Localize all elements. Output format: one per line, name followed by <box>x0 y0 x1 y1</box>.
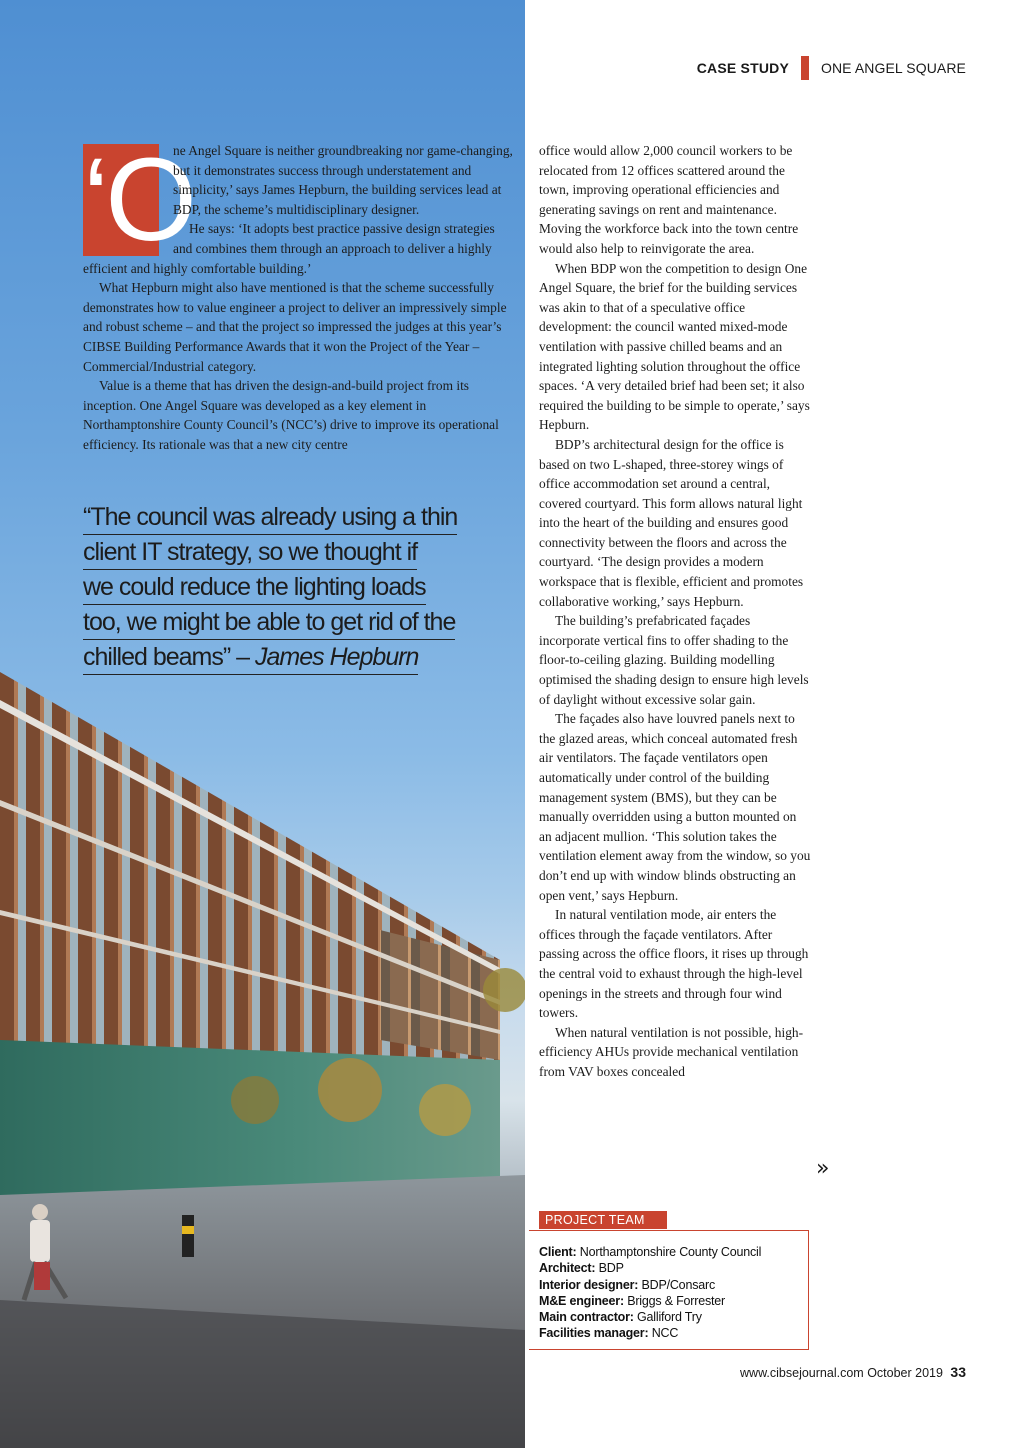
team-name: NCC <box>651 1326 679 1341</box>
pedestrian-body <box>30 1220 50 1262</box>
pull-quote-attribution: James Hepburn <box>254 643 419 671</box>
bollard-stripe <box>182 1226 194 1234</box>
team-name: Briggs & Forrester <box>627 1293 726 1308</box>
pull-quote-line: “The council was already using a thin <box>83 500 457 535</box>
tree <box>419 1084 471 1136</box>
page-header <box>697 56 966 80</box>
pull-quote-line: too, we might be able to get rid of the <box>83 605 455 640</box>
project-team-list <box>539 1244 809 1342</box>
team-member <box>539 1293 809 1309</box>
pull-quote-last-text: chilled beams” – <box>83 643 255 671</box>
issue-date: October 2019 <box>867 1366 943 1380</box>
team-member <box>539 1325 809 1341</box>
team-member <box>539 1260 809 1276</box>
continue-arrow-icon: » <box>816 1156 830 1181</box>
team-name: BDP/Consarc <box>641 1277 716 1292</box>
paragraph: BDP’s architectural design for the office is based on two L-shaped, three-storey wings of office accommodation set around a central, covered courtyard. This form allows natural light into the heart of the building and ensures good connectivity between the floors and across the courtyard. ‘The design provides a modern workspace that is flexible, efficient and promotes collaborative working,’ says Hepburn. <box>539 436 804 609</box>
paragraph: He says: ‘It adopts best practice passive design strategies and combines them through an approach to deliver a highly efficient and highly comfortable building.’ <box>83 221 495 276</box>
page-footer <box>740 1364 966 1380</box>
article-column-right <box>539 141 811 1082</box>
shopping-bag <box>34 1262 50 1290</box>
website-link[interactable]: www.cibsejournal.com <box>740 1366 864 1380</box>
team-role: Architect: <box>539 1261 596 1276</box>
paragraph: The façades also have louvred panels next to the glazed areas, which conceal automated fresh air ventilators. The façade ventilators open automatically under control of the building management system (BMS), but they can be manually overridden using a button mounted on an adjacent mullion. ‘This solution takes the ventilation element away from the window, so you don’t end up with window blinds obstructing an open vent,’ says Hepburn. <box>539 711 811 903</box>
team-role: Client: <box>539 1245 577 1259</box>
pedestrian-head <box>32 1204 48 1220</box>
team-member <box>539 1309 809 1325</box>
paragraph: office would allow 2,000 council workers to be relocated from 12 offices scattered around the town, improving operational efficiencies and generating savings on rent and maintenance. Moving the workforce back into the town centre would also help to reinvigorate the area. <box>539 143 799 256</box>
paragraph: Value is a theme that has driven the design-and-build project from its inception. One Angel Square was developed as a key element in Northamptonshire County Council’s (NCC’s) drive to improve its operational efficiency. Its rationale was that a new city centre <box>83 378 499 452</box>
team-role: Interior designer: <box>539 1277 639 1292</box>
team-member <box>539 1244 809 1260</box>
pull-quote-line: we could reduce the lighting loads <box>83 570 426 605</box>
page-number: 33 <box>950 1364 966 1380</box>
paragraph: When BDP won the competition to design One Angel Square, the brief for the building services was akin to that of a speculative office development: the council wanted mixed-mode ventilation with passive chilled beams and an integrated lighting solution throughout the office spaces. ‘A very detailed brief had been set; it also required the building to be simple to operate,’ says Hepburn. <box>539 260 810 433</box>
team-name: Northamptonshire County Council <box>579 1245 762 1259</box>
header-divider <box>801 56 809 80</box>
tree <box>318 1058 382 1122</box>
team-name: Galliford Try <box>637 1310 702 1325</box>
paragraph: What Hepburn might also have mentioned is that the scheme successfully demonstrates how to value engineer a project to deliver an impressively simple and robust scheme – and that the project so impressed the judges at this year’s CIBSE Building Performance Awards that it won the Project of the Year – Commercial/Industrial category. <box>83 280 507 374</box>
team-role: Facilities manager: <box>539 1326 649 1341</box>
team-member <box>539 1277 809 1293</box>
drop-cap: ‘O <box>83 134 193 266</box>
paragraph: The building’s prefabricated façades incorporate vertical fins to offer shading to the floor-to-ceiling glazing. Building modelling optimised the shading design to ensure high levels of daylight without excessive solar gain. <box>539 613 809 707</box>
article-title: ONE ANGEL SQUARE <box>820 60 966 76</box>
article-column-left <box>83 134 515 455</box>
pull-quote-line <box>83 640 418 675</box>
section-label: CASE STUDY <box>696 60 789 76</box>
tree <box>483 968 525 1012</box>
paragraph: ne Angel Square is neither groundbreaking nor game-changing, but it demonstrates success through understatement and simplicity,’ says James Hepburn, the building services lead at BDP, the scheme’s multidisciplinary designer. <box>173 143 513 217</box>
bollard <box>182 1215 194 1257</box>
team-name: BDP <box>598 1261 624 1276</box>
team-role: M&E engineer: <box>539 1293 624 1308</box>
paragraph: When natural ventilation is not possible, high-efficiency AHUs provide mechanical ventilation from VAV boxes concealed <box>539 1024 804 1079</box>
pull-quote-line: client IT strategy, so we thought if <box>83 535 417 570</box>
paragraph: In natural ventilation mode, air enters the offices through the façade ventilators. After passing across the office floors, it rises up through the central void to exhaust through the high-level openings in the streets and through four wind towers. <box>539 907 809 1021</box>
pull-quote <box>83 500 483 675</box>
team-role: Main contractor: <box>539 1310 634 1325</box>
project-team-label: PROJECT TEAM <box>539 1211 667 1229</box>
tree <box>231 1076 279 1124</box>
